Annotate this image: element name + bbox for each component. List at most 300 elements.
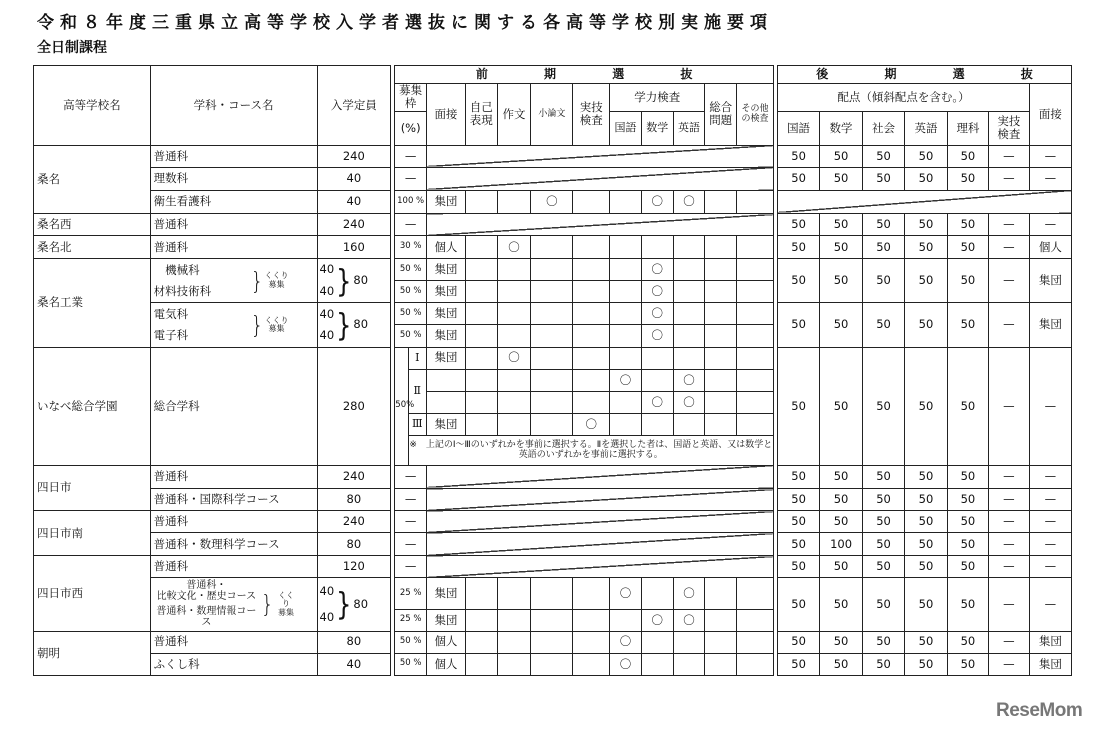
score: 50 [820, 167, 863, 190]
resemom-logo: ReseMom [996, 700, 1083, 721]
circle-mark: 〇 [610, 578, 642, 610]
empty [497, 631, 531, 653]
score: 50 [904, 631, 947, 653]
score: 50 [820, 556, 863, 578]
school-name: 四日市 [34, 465, 151, 510]
empty [705, 347, 737, 369]
empty [610, 259, 642, 281]
score: 50 [947, 145, 988, 167]
empty [573, 610, 610, 631]
score: 50 [820, 653, 863, 675]
jitsugi-value: — [988, 347, 1029, 465]
course-name: 普通科 [150, 145, 317, 167]
bosyu-rate: 50 % [395, 631, 427, 653]
empty [610, 236, 642, 259]
score: 50 [778, 303, 820, 347]
not-applicable [427, 489, 774, 511]
mensetsu-value: 個人 [1029, 236, 1071, 259]
not-applicable [427, 145, 774, 167]
empty [465, 281, 497, 303]
circle-mark: 〇 [641, 259, 673, 281]
sonota-header: その他 の検査 [737, 84, 774, 146]
score: 50 [863, 465, 905, 488]
circle-mark: 〇 [673, 190, 705, 213]
circle-mark: 〇 [641, 190, 673, 213]
capacity: 80 [317, 533, 391, 556]
empty [610, 281, 642, 303]
score: 50 [778, 631, 820, 653]
school-name: 四日市西 [34, 556, 151, 631]
score: 50 [778, 465, 820, 488]
mensetsu-type: 個人 [427, 236, 466, 259]
empty [705, 190, 737, 213]
empty [737, 259, 774, 281]
bosyu-rate: 50 % [395, 281, 427, 303]
score: 50 [863, 145, 905, 167]
k-kokugo-header: 国語 [778, 111, 820, 145]
circle-mark: 〇 [641, 325, 673, 347]
empty [573, 391, 610, 413]
empty [573, 369, 610, 391]
score: 50 [904, 214, 947, 236]
mensetsu-value: 集団 [1029, 303, 1071, 347]
capacity: 40 [319, 609, 335, 624]
empty [673, 303, 705, 325]
k-mensetsu-header: 面接 [1029, 84, 1071, 146]
col-course-header: 学科・コース名 [150, 66, 317, 146]
empty [573, 190, 610, 213]
mensetsu-value: — [1029, 167, 1071, 190]
empty [641, 236, 673, 259]
jitsugi-value: — [988, 465, 1029, 488]
circle-mark: 〇 [610, 653, 642, 675]
course-name: 総合学科 [150, 347, 317, 465]
score: 50 [820, 631, 863, 653]
mensetsu-value: — [1029, 556, 1071, 578]
circle-mark: 〇 [610, 631, 642, 653]
score: 50 [820, 347, 863, 465]
score: 50 [820, 465, 863, 488]
bosyu-rate: 50 % [395, 303, 427, 325]
empty [531, 281, 573, 303]
page-subtitle: 全日制課程 [37, 40, 107, 56]
kokugo-header: 国語 [610, 111, 642, 145]
empty [497, 325, 531, 347]
course-name: 普通科 [150, 236, 317, 259]
circle-mark: 〇 [497, 347, 531, 369]
school-name: 朝明 [34, 631, 151, 675]
jitsugi-value: — [988, 214, 1029, 236]
course-name: 普通科 [150, 631, 317, 653]
type-label: Ⅱ [408, 369, 426, 413]
capacity: 160 [317, 236, 391, 259]
empty [465, 190, 497, 213]
jitsugi-value: — [988, 236, 1029, 259]
score: 50 [863, 631, 905, 653]
kouki-header: 後 期 選 抜 [778, 66, 1072, 84]
table-row [34, 145, 1072, 167]
empty [573, 303, 610, 325]
empty [497, 369, 531, 391]
circle-mark: 〇 [673, 578, 705, 610]
score: 50 [904, 167, 947, 190]
empty [465, 325, 497, 347]
empty [641, 653, 673, 675]
course-name: 普通科・ 比較文化・歴史コース [156, 580, 257, 603]
inabe-note: ※ 上記のⅠ～Ⅲのいずれかを事前に選択する。Ⅱを選択した者は、国語と英語、又は数学と英語のいずれかを事前に選択する。 [408, 435, 773, 465]
circle-mark: 〇 [673, 391, 705, 413]
circle-mark: 〇 [673, 610, 705, 631]
course-name: 普通科 [150, 465, 317, 488]
empty [641, 413, 673, 435]
score: 50 [904, 145, 947, 167]
empty [641, 369, 673, 391]
score: 50 [863, 511, 905, 533]
capacity: 40 [317, 653, 391, 675]
not-applicable [427, 511, 774, 533]
shoron-header: 小論文 [531, 84, 573, 146]
empty [573, 347, 610, 369]
empty [465, 578, 497, 610]
bosyu-rate: — [395, 167, 427, 190]
not-applicable [427, 167, 774, 190]
bosyu-rate: 50 % [395, 653, 427, 675]
score: 50 [863, 578, 905, 631]
k-jitsugi-header: 実技 検査 [988, 111, 1029, 145]
score: 50 [947, 167, 988, 190]
empty [737, 303, 774, 325]
jitsugi-value: — [988, 631, 1029, 653]
empty [497, 259, 531, 281]
score: 50 [863, 214, 905, 236]
empty [641, 578, 673, 610]
not-applicable [427, 214, 774, 236]
empty [673, 281, 705, 303]
zenki-header: 前 期 選 抜 [395, 66, 774, 84]
empty [673, 259, 705, 281]
school-name: いなべ総合学園 [34, 347, 151, 465]
score: 50 [820, 511, 863, 533]
table-row [34, 556, 1072, 578]
kukuri-bracket: } くくり 募集 [250, 310, 289, 340]
mensetsu-type: 個人 [427, 631, 466, 653]
capacity: 280 [317, 347, 391, 465]
not-applicable [427, 465, 774, 488]
table-row [34, 236, 1072, 259]
jitsugi-value: — [988, 556, 1029, 578]
empty [531, 653, 573, 675]
score: 50 [778, 578, 820, 631]
score: 50 [904, 347, 947, 465]
jitsugi-value: — [988, 303, 1029, 347]
score: 50 [863, 167, 905, 190]
empty [531, 325, 573, 347]
sogo-header: 総合 問題 [705, 84, 737, 146]
empty [610, 610, 642, 631]
bosyu-rate: — [395, 511, 427, 533]
course-group [150, 578, 317, 631]
score: 50 [863, 259, 905, 303]
score: 50 [863, 653, 905, 675]
empty [531, 303, 573, 325]
empty [705, 413, 737, 435]
capacity: 40 [319, 262, 335, 277]
haiten-header: 配点（傾斜配点を含む。） [778, 84, 1030, 112]
bosyu-rate: — [395, 465, 427, 488]
capacity: 120 [317, 556, 391, 578]
empty [610, 190, 642, 213]
course-name: 機械科 [165, 262, 200, 277]
empty [705, 259, 737, 281]
capacity-total: 80 [353, 317, 369, 332]
score: 50 [863, 303, 905, 347]
score: 50 [904, 465, 947, 488]
empty [737, 578, 774, 610]
score: 50 [947, 556, 988, 578]
not-applicable [427, 556, 774, 578]
empty [737, 391, 774, 413]
school-name: 四日市南 [34, 511, 151, 556]
course-name: 普通科・数理情報コース [156, 606, 257, 629]
school-name: 桑名西 [34, 214, 151, 236]
mensetsu-type: 集団 [427, 281, 466, 303]
capacity: 40 [319, 306, 335, 321]
mensetsu-type: 個人 [427, 653, 466, 675]
score: 50 [947, 533, 988, 556]
bosyu-rate: 30 % [395, 236, 427, 259]
jiko-header: 自己 表現 [465, 84, 497, 146]
empty [531, 347, 573, 369]
score: 50 [863, 347, 905, 465]
score: 50 [778, 533, 820, 556]
table-row [34, 190, 1072, 213]
bosyu-rate: — [395, 214, 427, 236]
mensetsu-type: 集団 [427, 190, 466, 213]
table-row [34, 653, 1072, 675]
capacity: 80 [317, 489, 391, 511]
capacity: 40 [317, 167, 391, 190]
score: 50 [863, 489, 905, 511]
empty [610, 325, 642, 347]
bosyu-rate: 50 % [395, 325, 427, 347]
mensetsu-value: — [1029, 347, 1071, 465]
circle-mark: 〇 [573, 413, 610, 435]
empty [673, 653, 705, 675]
mensetsu-value: — [1029, 578, 1071, 631]
k-eigo-header: 英語 [904, 111, 947, 145]
empty [573, 578, 610, 610]
col-capacity-header: 入学定員 [317, 66, 391, 146]
score: 50 [904, 653, 947, 675]
empty [705, 653, 737, 675]
score: 50 [947, 489, 988, 511]
empty [673, 631, 705, 653]
brace-icon: } [336, 306, 352, 344]
score: 50 [778, 236, 820, 259]
empty [497, 190, 531, 213]
empty [531, 631, 573, 653]
table-row [34, 303, 1072, 325]
empty [465, 303, 497, 325]
not-applicable [427, 533, 774, 556]
table-row [34, 511, 1072, 533]
score: 50 [778, 556, 820, 578]
bosyu-header: 募集枠 [395, 84, 427, 112]
school-name: 桑名工業 [34, 259, 151, 347]
empty [573, 236, 610, 259]
mensetsu-value: — [1029, 214, 1071, 236]
empty [573, 281, 610, 303]
mensetsu-value: — [1029, 489, 1071, 511]
empty [497, 391, 531, 413]
table-row [34, 578, 1072, 610]
score: 50 [947, 259, 988, 303]
score: 50 [904, 556, 947, 578]
empty [531, 236, 573, 259]
score: 50 [904, 489, 947, 511]
jitsugi-value: — [988, 578, 1029, 631]
score: 100 [820, 533, 863, 556]
empty [641, 631, 673, 653]
empty [465, 610, 497, 631]
brace-icon: } [336, 262, 352, 299]
empty [641, 347, 673, 369]
empty [531, 259, 573, 281]
empty [497, 413, 531, 435]
circle-mark: 〇 [641, 391, 673, 413]
course-name: 電子科 [153, 327, 189, 342]
course-name: ふくし科 [150, 653, 317, 675]
mensetsu-header: 面接 [427, 84, 466, 146]
circle-mark: 〇 [641, 303, 673, 325]
k-shakai-header: 社会 [863, 111, 905, 145]
mensetsu-type: 集団 [427, 303, 466, 325]
score: 50 [863, 533, 905, 556]
empty [737, 369, 774, 391]
mensetsu-type: 集団 [427, 259, 466, 281]
empty [673, 325, 705, 347]
empty [737, 653, 774, 675]
score: 50 [904, 259, 947, 303]
capacity: 240 [317, 511, 391, 533]
course-name: 衛生看護科 [150, 190, 317, 213]
empty [737, 236, 774, 259]
score: 50 [820, 489, 863, 511]
course-name: 電気科 [153, 306, 189, 321]
empty [705, 391, 737, 413]
bosyu-pct-header: (%) [395, 111, 427, 145]
bosyu-rate: — [395, 556, 427, 578]
jitsugi-value: — [988, 145, 1029, 167]
circle-mark: 〇 [641, 610, 673, 631]
course-name: 普通科 [150, 556, 317, 578]
capacity-group [317, 259, 391, 303]
bosyu-rate: 25 % [395, 610, 427, 631]
k-rika-header: 理科 [947, 111, 988, 145]
empty [705, 236, 737, 259]
table-row [34, 259, 1072, 281]
course-name: 理数科 [150, 167, 317, 190]
score: 50 [820, 303, 863, 347]
jitsugi-value: — [988, 653, 1029, 675]
page-title: 令和８年度三重県立高等学校入学者選抜に関する各高等学校別実施要項 [37, 13, 773, 33]
course-name: 普通科・数理科学コース [150, 533, 317, 556]
eigo-header: 英語 [673, 111, 705, 145]
gakuryoku-header: 学力検査 [610, 84, 705, 112]
empty [497, 610, 531, 631]
kukuri-bracket: } くくり 募集 [250, 266, 289, 296]
course-group [150, 259, 317, 303]
empty [497, 303, 531, 325]
score: 50 [947, 578, 988, 631]
empty [737, 325, 774, 347]
score: 50 [778, 511, 820, 533]
empty [573, 259, 610, 281]
mensetsu-type: 集団 [427, 347, 466, 369]
score: 50 [904, 578, 947, 631]
mensetsu-type: 集団 [427, 610, 466, 631]
empty [673, 413, 705, 435]
capacity-total: 80 [353, 273, 369, 288]
type-label: Ⅰ [408, 347, 426, 369]
table-row [34, 465, 1072, 488]
score: 50 [820, 236, 863, 259]
jitsugi-value: — [988, 259, 1029, 303]
score: 50 [947, 631, 988, 653]
course-group [150, 303, 317, 347]
course-name: 普通科・国際科学コース [150, 489, 317, 511]
course-name: 普通科 [150, 214, 317, 236]
jitsugi-value: — [988, 167, 1029, 190]
circle-mark: 〇 [497, 236, 531, 259]
sakubun-header: 作文 [497, 84, 531, 146]
empty [531, 369, 573, 391]
circle-mark: 〇 [531, 190, 573, 213]
table-row [34, 214, 1072, 236]
empty [497, 653, 531, 675]
bosyu-rate: 25 % [395, 578, 427, 610]
col-school-header: 高等学校名 [34, 66, 151, 146]
mensetsu-type: 集団 [427, 325, 466, 347]
empty [531, 578, 573, 610]
score: 50 [778, 653, 820, 675]
jitsugi-value: — [988, 511, 1029, 533]
kukuri-bracket: } くくり 募集 [260, 590, 294, 619]
type-label: Ⅲ [408, 413, 426, 435]
empty [610, 391, 642, 413]
empty [705, 610, 737, 631]
empty [673, 347, 705, 369]
k-sugaku-header: 数学 [820, 111, 863, 145]
empty [705, 631, 737, 653]
empty [573, 631, 610, 653]
capacity: 240 [317, 145, 391, 167]
bosyu-rate: 50% [395, 347, 408, 465]
score: 50 [820, 578, 863, 631]
empty [610, 347, 642, 369]
score: 50 [778, 489, 820, 511]
empty [465, 347, 497, 369]
empty [465, 236, 497, 259]
empty [737, 347, 774, 369]
empty [465, 631, 497, 653]
score: 50 [947, 511, 988, 533]
circle-mark: 〇 [610, 369, 642, 391]
bosyu-rate: 100 % [395, 190, 427, 213]
jitsugi-value: — [988, 533, 1029, 556]
score: 50 [947, 303, 988, 347]
mensetsu-value: — [1029, 145, 1071, 167]
